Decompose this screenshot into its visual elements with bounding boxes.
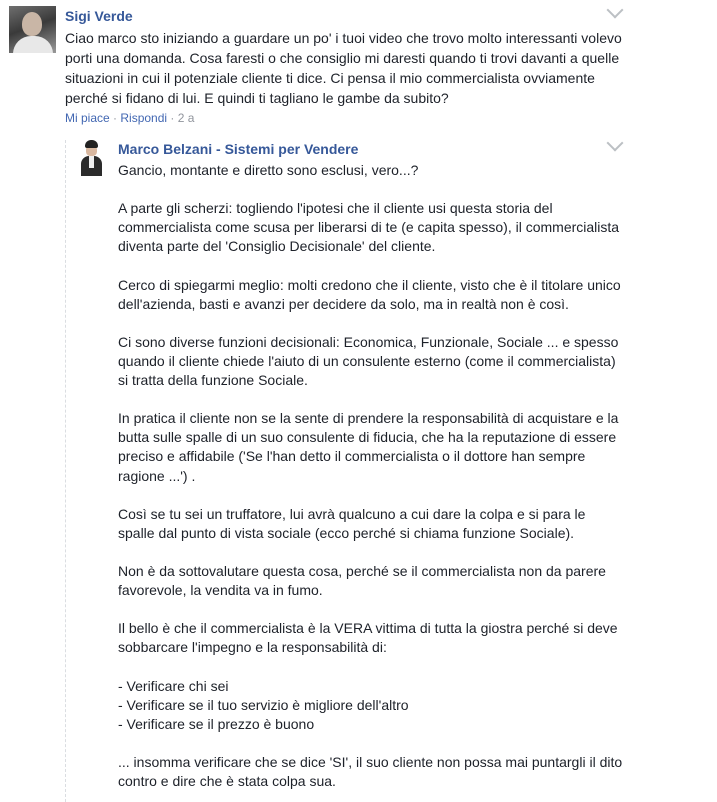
action-separator: · [170, 111, 175, 125]
comment-author[interactable]: Sigi Verde [65, 8, 133, 24]
avatar-shirt [13, 36, 53, 53]
comment-actions [65, 110, 194, 126]
comment-text: Ciao marco sto iniziando a guardare un po' i tuoi video che trovo molto interessanti volevo porti una domanda. Cosa faresti o che consiglio mi daresti quando ti trovi davanti a quelle situazioni in cui il potenziale cliente ti dice. Ci pensa il mio commercialista ovviamente perché si fidano di lui. E quindi ti tagliano le gambe da subito? [65, 30, 622, 106]
reply-link[interactable]: Rispondi [120, 111, 168, 125]
like-link[interactable]: Mi piace [65, 111, 110, 125]
reply-thread-line [65, 140, 67, 802]
reply-author[interactable]: Marco Belzani - Sistemi per Vendere [118, 141, 359, 157]
avatar-marco-belzani[interactable] [75, 138, 107, 176]
avatar-head [22, 12, 42, 36]
avatar-sigi-verde[interactable] [9, 6, 56, 53]
avatar-hair [85, 140, 98, 148]
action-separator: · [113, 111, 118, 125]
chevron-down-icon[interactable] [607, 135, 624, 152]
avatar-shirt [89, 156, 94, 168]
comment-timestamp[interactable]: 2 a [177, 111, 195, 125]
reply-text: Gancio, montante e diretto sono esclusi, vero...? A parte gli scherzi: togliendo l'ipotesi che il cliente usi questa storia del commercialista come scusa per liberarsi di te (e capita spesso), il commercialista diventa parte del 'Consiglio Decisionale' del cliente. Cerco di spiegarmi meglio: molti credono che il cliente, visto che è il titolare unico dell'azienda, basti e avanzi per decidere da solo, ma in realtà non è così. Ci sono diverse funzioni decisionali: Economica, Funzionale, Sociale ... e spesso quando il cliente chiede l'aiuto di un consulente esterno (come il commercialista) si tratta della funzione Sociale. In pratica il cliente non se la sente di prendere la responsabilità di acquistare e la butta sulle spalle di un suo consulente di fiducia, che ha la reputazione di essere preciso e affidabile ('Se l'han detto il commercialista o il dottore han sempre ragione ...') . Così se tu sei un truffatore, lui avrà qualcuno a cui dare la colpa e si para le spalle dal punto di vista sociale (ecco perché si chiama funzione Sociale). Non è da sottovalutare questa cosa, perché se il commercialista non da parere favorevole, la vendita va in fumo. Il bello è che il commercialista è la VERA vittima di tutta la giostra perché si deve sobbarcare l'impegno e la responsabilità di: - Verificare chi sei - Verificare se il tuo servizio è migliore dell'altro - Verificare se il prezzo è buono ... insomma verificare che se dice 'SI', il suo cliente non possa mai puntargli il dito contro e dire che è stata colpa sua. [118, 162, 623, 789]
chevron-down-icon[interactable] [607, 2, 624, 19]
